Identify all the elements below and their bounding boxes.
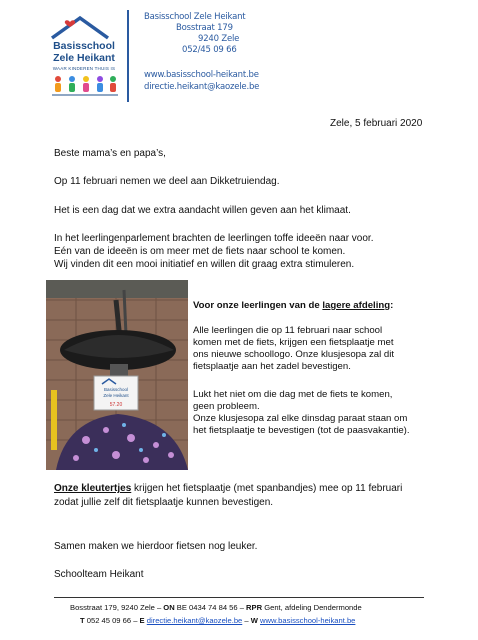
footer-t-label: T [80,616,85,625]
side-p1-line-1: Alle leerlingen die op 11 februari naar school [193,325,383,336]
kleuters-line-1 [54,482,402,495]
school-phone: 052/45 09 66 [182,45,237,55]
plate-line-2: Zele Heikant [103,393,129,398]
logo-tagline: WAAR KINDEREN THUIS IS [52,66,116,71]
school-street: Bosstraat 179 [176,23,233,33]
school-email[interactable]: directie.heikant@kaozele.be [144,82,260,92]
footer-divider [54,597,424,598]
greeting: Beste mama’s en papa’s, [54,148,166,159]
footer-address: Bosstraat 179, 9240 Zele – [70,603,164,612]
footer-line-2 [80,616,355,625]
paragraph-2: Het is een dag dat we extra aandacht willen geven aan het klimaat. [54,205,351,216]
logo-line-1: Basisschool [53,40,115,52]
footer-email-link[interactable]: directie.heikant@kaozele.be [146,616,243,625]
footer-e-label: E [139,616,145,625]
side-p2-line-1: Lukt het niet om die dag met de fiets te komen, [193,389,393,400]
footer-on-label: ON [163,603,175,612]
lagere-afdeling-heading [193,300,393,312]
school-logo-roof [48,14,112,40]
side-p1-line-2: komen met de fiets, krijgen een fietsplaatje met [193,337,394,348]
closing-line: Samen maken we hierdoor fietsen nog leuker. [54,541,258,552]
header-divider [127,10,129,102]
footer-on-number: BE 0434 74 84 56 – [174,603,247,612]
footer-rpr-text: Gent, afdeling Dendermonde [262,603,362,612]
bike-plate-photo [46,280,188,470]
footer-website-link[interactable]: www.basisschool-heikant.be [260,616,356,625]
heading-part-1: Voor onze leerlingen van de [193,300,323,311]
school-city: 9240 Zele [198,34,240,44]
side-p2-line-2: geen probleem. [193,401,260,412]
school-name: Basisschool Zele Heikant [144,12,246,22]
footer-line-1 [70,603,362,612]
side-p1-line-4: fietsplaatje aan het zadel bevestigen. [193,361,351,372]
paragraph-1: Op 11 februari nemen we deel aan Dikketruiendag. [54,176,280,187]
paragraph-3-line-3: Wij vinden dit een mooi initiatief en willen dit graag extra stimuleren. [54,259,355,270]
footer-rpr-label: RPR [246,603,263,612]
children-figures-icon [50,74,120,98]
school-website[interactable]: www.basisschool-heikant.be [144,70,259,80]
side-p1-line-3: ons nieuwe schoollogo. Onze klusjesopa zal dit [193,349,395,360]
plate-code: 57.20 [109,402,123,408]
side-p2-line-3: Onze klusjesopa zal elke dinsdag paraat staan om [193,413,408,424]
letter-date: Zele, 5 februari 2020 [330,118,423,129]
footer-separator: – [242,616,251,625]
paragraph-3-line-2: Eén van de ideeën is om meer met de fiets naar school te komen. [54,246,346,257]
kleuters-label: Onze kleutertjes [54,483,132,494]
heading-part-2: lagere afdeling [322,300,391,311]
paragraph-3-line-1: In het leerlingenparlement brachten de leerlingen toffe ideeën naar voor. [54,233,374,244]
side-p2-line-4: het fietsplaatje te bevestigen (tot de paasvakantie). [193,425,410,436]
signature: Schoolteam Heikant [54,569,144,580]
heading-part-3: : [390,300,394,311]
kleuters-line-2: zodat jullie zelf dit fietsplaatje kunnen bevestigen. [54,497,274,508]
footer-w-label: W [250,616,258,625]
logo-line-2: Zele Heikant [53,52,115,64]
footer-phone: 052 45 09 66 – [84,616,140,625]
logo-wordmark [44,40,124,64]
kleuters-text: krijgen het fietsplaatje (met spanbandjes) mee op 11 februari [131,483,403,494]
plate-line-1: Basisschool [103,387,129,392]
